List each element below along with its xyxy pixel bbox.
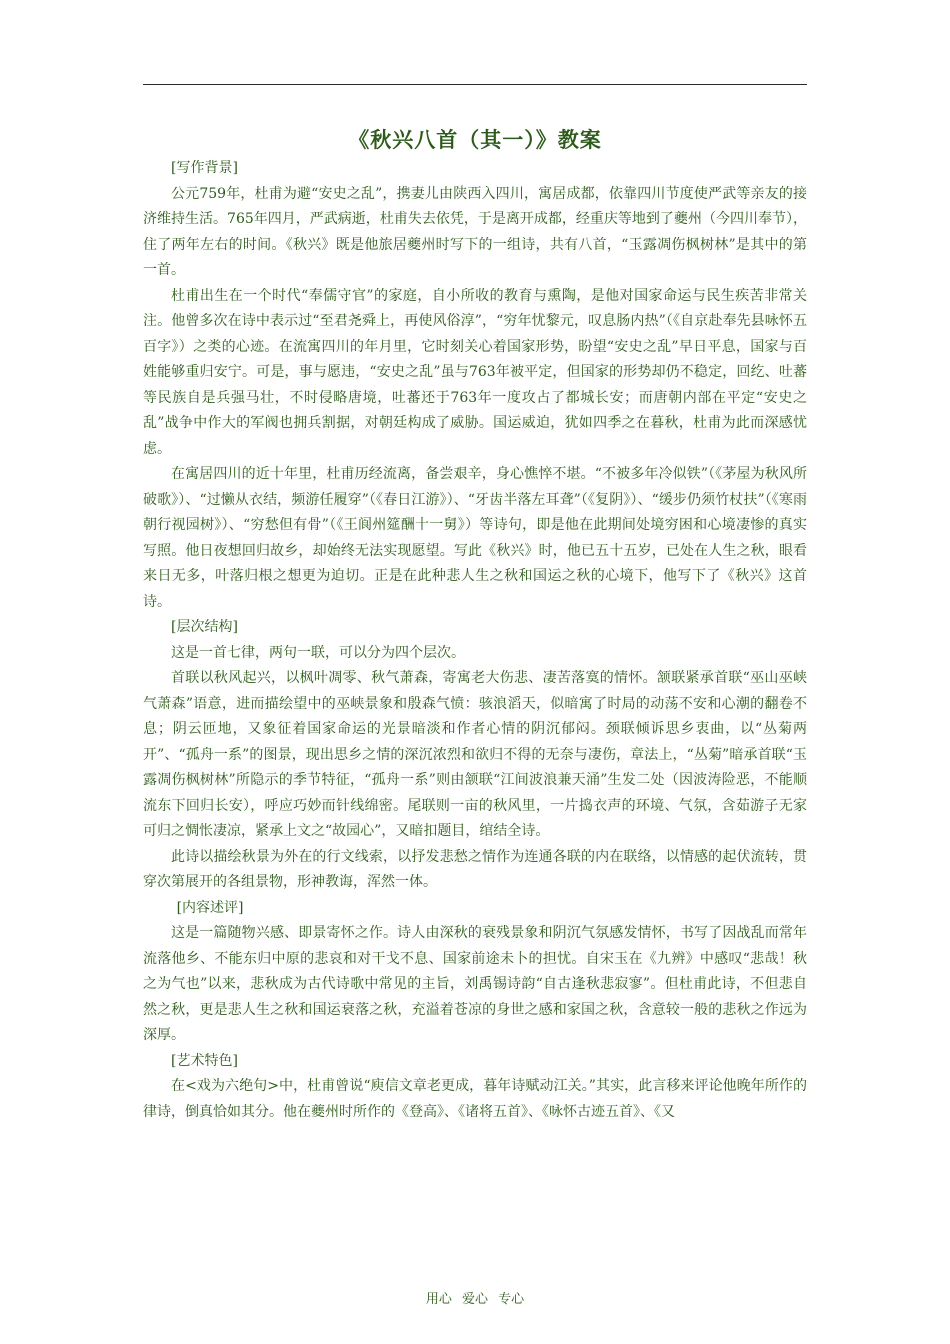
paragraph: 在寓居四川的近十年里，杜甫历经流离，备尝艰辛，身心憔悴不堪。“不被多年冷似铁”（《茅屋为秋风所破歌》）、“过懒从衣结，频游任履穿”（《春日江游》）、“牙齿半落左耳聋”（《复阴》）、“缓步仍须竹杖扶”（《寒雨朝行视园树》）、“穷愁但有骨”（《王阆州筵酬十一舅》）等诗句，即是他在此期间处境穷困和心境凄惨的真实写照。他日夜想回归故乡，却始终无法实现愿望。写此《秋兴》时，他已五十五岁，已处在人生之秋，眼看来日无多，叶落归根之想更为迫切。正是在此种悲人生之秋和国运之秋的心境下，他写下了《秋兴》这首诗。 <box>143 466 807 610</box>
paragraph: 公元759年，杜甫为避“安史之乱”，携妻儿由陕西入四川，寓居成都，依靠四川节度使严武等亲友的接济维持生活。765年四月，严武病逝，杜甫失去依凭，于是离开成都，经重庆等地到了夔州（今四川奉节），住了两年左右的时间。《秋兴》既是他旅居夔州时写下的一组诗，共有八首，“玉露凋伤枫树林”是其中的第一首。 <box>143 185 807 278</box>
paragraph: 这是一首七律，两句一联，可以分为四个层次。 <box>171 644 465 661</box>
paragraph: 首联以秋风起兴，以枫叶凋零、秋气萧森，寄寓老大伤悲、凄苦落寞的情怀。颔联紧承首联“巫山巫峡气萧森”语意，进而描绘望中的巫峡景象和殷森气愤：骇浪滔天，似暗寓了时局的动荡不安和心潮的翻卷不息；阴云匝地，又象征着国家命运的光景暗淡和作者心情的阴沉郁闷。颈联倾诉思乡衷曲，以“丛菊两开”、“孤舟一系”的图景，现出思乡之情的深沉浓烈和欲归不得的无奈与凄伤，章法上，“丛菊”暗承首联“玉露凋伤枫树林”所隐示的季节特征，“孤舟一系”则由颔联“江间波浪兼天涌”生发二处（因波涛险恶，不能顺流东下回归长安），呼应巧妙而针线绵密。尾联则一亩的秋风里，一片捣衣声的环境、气氛，含茹游子无家可归之惆怅凄凉，紧承上文之“故园心”，又暗扣题目，绾结全诗。 <box>143 670 807 839</box>
section-heading-review: [内容述评] <box>176 899 244 916</box>
section-heading-structure: [层次结构] <box>171 619 238 635</box>
page-title: 《秋兴八首（其一）》教案 <box>348 127 602 152</box>
page-footer: 用心 爱心 专心 <box>425 1292 525 1307</box>
paragraph: 杜甫出生在一个时代“奉儒守官”的家庭，自小所收的教育与熏陶，是他对国家命运与民生疾苦非常关注。他曾多次在诗中表示过“至君尧舜上，再使风俗淳”，“穷年忧黎元，叹息肠内热”（《自京赴奉先县咏怀五百字》）之类的心迹。在流寓四川的年月里，它时刻关心着国家形势，盼望“安史之乱”早日平息，国家与百姓能够重归安宁。可是，事与愿违，“安史之乱”虽与763年被平定，但国家的形势却仍不稳定，回纥、吐蕃等民族自是兵强马壮，不时侵略唐境，吐蕃还于763年一度攻占了都城长安；而唐朝内部在平定“安史之乱”战争中作大的军阀也拥兵割据，对朝廷构成了威胁。国运威迫，犹如四季之在暮秋，杜甫为此而深感忧虑。 <box>143 287 807 457</box>
paragraph: 此诗以描绘秋景为外在的行文线索，以抒发悲愁之情作为连通各联的内在联络，以情感的起伏流转，贯穿次第展开的各组景物，形神教诲，浑然一体。 <box>143 848 807 890</box>
header-rule <box>143 84 807 85</box>
paragraph: 这是一篇随物兴感、即景寄怀之作。诗人由深秋的衰残景象和阴沉气氛感发情怀，书写了因战乱而常年流落他乡、不能东归中原的悲哀和对干戈不息、国家前途未卜的担忧。自宋玉在《九辨》中感叹“悲哉！秋之为气也”以来，悲秋成为古代诗歌中常见的主旨，刘禹锡诗韵“自古逢秋悲寂寥”。但杜甫此诗，不但悲自然之秋，更是悲人生之秋和国运衰落之秋，充溢着苍凉的身世之感和家国之秋，含意较一般的悲秋之作远为深厚。 <box>143 925 807 1043</box>
section-heading-art: [艺术特色] <box>171 1052 238 1069</box>
paragraph: 在<戏为六绝句>中，杜甫曾说“庾信文章老更成，暮年诗赋动江关。”其实，此言移来评论他晚年所作的律诗，倒真恰如其分。他在夔州时所作的《登高》、《诸将五首》、《咏怀古迹五首》、《又 <box>143 1078 807 1120</box>
section-heading-background: [写作背景] <box>171 160 238 176</box>
document-body <box>143 156 807 1125</box>
